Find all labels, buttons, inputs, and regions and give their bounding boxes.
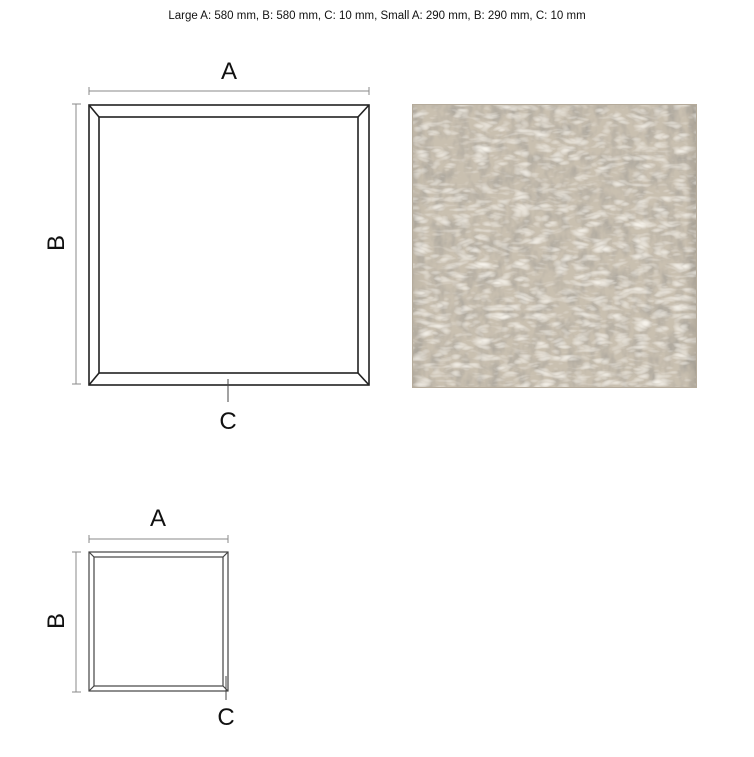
small-dimension-b-line [72,552,81,692]
small-label-a: A [149,505,167,532]
small-label-b: B [43,612,70,630]
small-dimension-a-line [89,535,228,543]
large-panel-diagram [43,58,369,435]
small-panel-diagram [43,505,235,731]
small-frame-outline [89,552,228,691]
large-label-c: C [219,408,237,435]
large-label-a: A [220,58,238,85]
large-label-b: B [43,234,70,252]
large-frame-outline [89,105,369,385]
dimensions-caption: Large A: 580 mm, B: 580 mm, C: 10 mm, Small A: 290 mm, B: 290 mm, C: 10 mm [168,10,586,22]
product-photo-panel [412,104,697,388]
small-label-c: C [217,704,235,731]
panel-edge-shading [412,104,697,388]
large-dimension-a-line [89,87,369,95]
large-dimension-b-line [72,104,81,384]
